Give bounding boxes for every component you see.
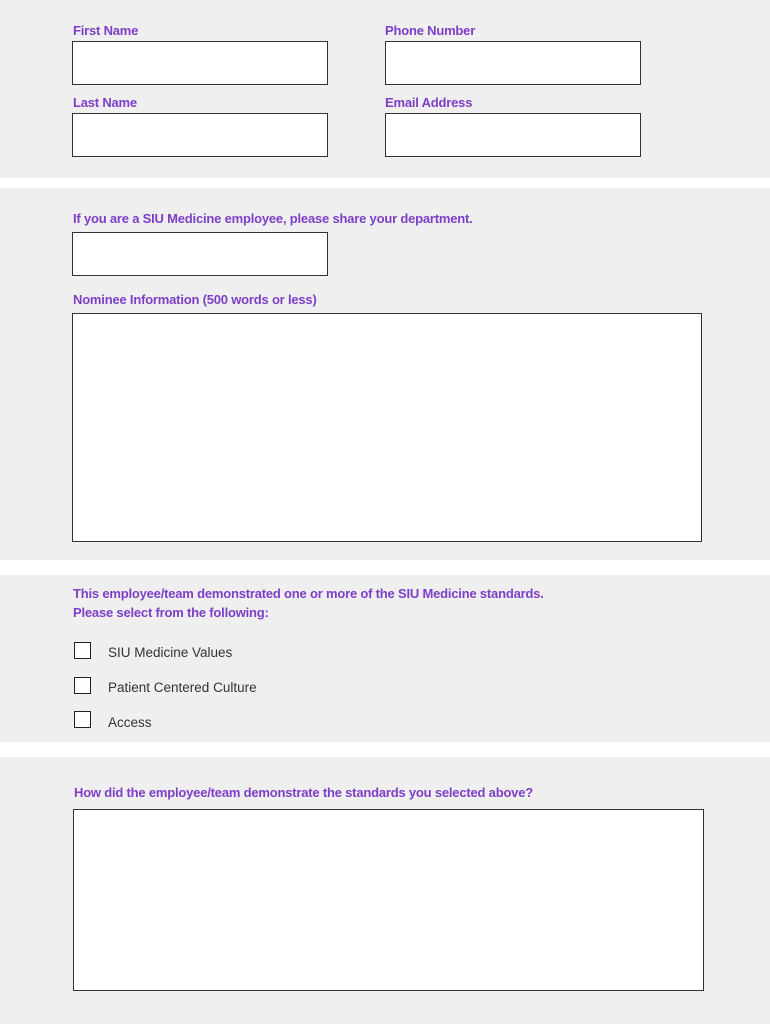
nominee-information-label: Nominee Information (500 words or less) — [73, 292, 317, 307]
access-option: Access — [108, 715, 152, 730]
patient-centered-culture-checkbox[interactable] — [74, 677, 91, 694]
last-name-label: Last Name — [73, 95, 137, 110]
department-field[interactable] — [72, 232, 328, 276]
phone-number-field[interactable] — [385, 41, 641, 85]
email-address-field[interactable] — [385, 113, 641, 157]
email-address-label: Email Address — [385, 95, 473, 110]
standards-label-line2: Please select from the following: — [73, 605, 269, 620]
nominee-information-textarea[interactable] — [72, 313, 702, 542]
demonstration-textarea[interactable] — [73, 809, 704, 991]
demonstration-label: How did the employee/team demonstrate the standards you selected above? — [74, 785, 533, 800]
access-checkbox[interactable] — [74, 711, 91, 728]
standards-label-line1: This employee/team demonstrated one or more of the SIU Medicine standards. — [73, 586, 544, 601]
department-label: If you are a SIU Medicine employee, please share your department. — [73, 211, 473, 226]
first-name-label: First Name — [73, 23, 139, 38]
siu-medicine-values-checkbox[interactable] — [74, 642, 91, 659]
siu-medicine-values-option: SIU Medicine Values — [108, 645, 233, 660]
phone-number-label: Phone Number — [385, 23, 476, 38]
last-name-field[interactable] — [72, 113, 328, 157]
patient-centered-culture-option: Patient Centered Culture — [108, 680, 257, 695]
first-name-field[interactable] — [72, 41, 328, 85]
